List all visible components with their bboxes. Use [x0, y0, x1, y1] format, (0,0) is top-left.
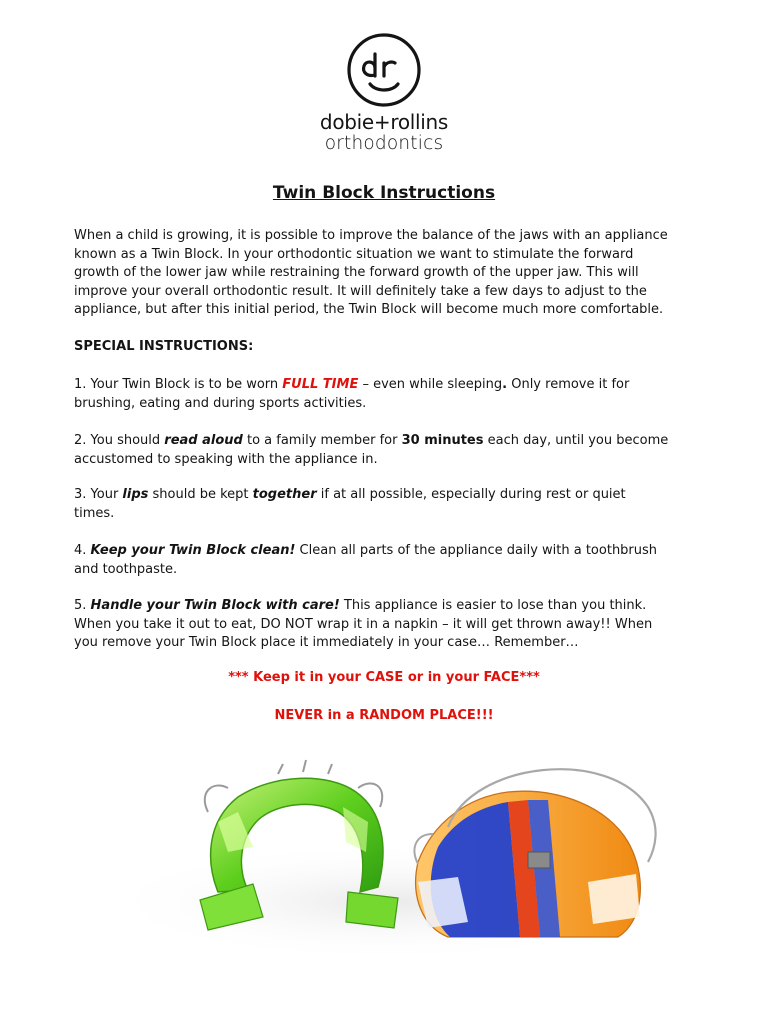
item-text: This appliance is easier to lose than you think.: [339, 598, 647, 613]
practice-logo: [300, 30, 468, 158]
together-emphasis: together: [252, 487, 317, 502]
item-text: 1. Your Twin Block is to be worn: [74, 377, 283, 392]
slogan-case-face: *** Keep it in your CASE or in your FACE***: [228, 670, 540, 685]
item-text: 3. Your: [74, 487, 123, 502]
item-line: and toothpaste.: [74, 561, 178, 577]
dr-monogram-logo-icon: [346, 32, 422, 108]
item-line: brushing, eating and during sports activities.: [74, 395, 367, 411]
item-text: .: [502, 377, 508, 392]
item-text: Only remove it for: [507, 377, 630, 392]
item-line: accustomed to speaking with the appliance in.: [74, 451, 378, 467]
item-text: – even while sleeping: [358, 377, 503, 392]
item-text: Clean all parts of the appliance daily with a toothbrush: [295, 543, 658, 558]
instruction-item-4: [74, 542, 694, 579]
item-line: When you take it out to eat, DO NOT wrap it in a napkin – it will get thrown away!! When: [74, 616, 653, 632]
intro-line: When a child is growing, it is possible to improve the balance of the jaws with an appliance: [74, 228, 668, 243]
instruction-item-3: [74, 486, 694, 523]
item-text: if at all possible, especially during rest or quiet: [316, 487, 626, 502]
instruction-item-5: [74, 597, 694, 653]
item-line: times.: [74, 505, 115, 521]
item-line: you remove your Twin Block place it immediately in your case… Remember…: [74, 635, 579, 651]
intro-line: growth of the lower jaw while restraining the forward growth of the upper jaw. This will: [74, 265, 639, 281]
item-text: 5.: [74, 598, 91, 613]
item-text: to a family member for: [242, 433, 402, 448]
brand-subtitle: orthodontics: [324, 133, 444, 154]
brand-name: dobie+rollins: [319, 110, 449, 134]
lips-emphasis: lips: [122, 487, 149, 502]
full-time-emphasis: FULL TIME: [282, 377, 359, 392]
slogan-random-place: NEVER in a RANDOM PLACE!!!: [274, 708, 494, 723]
twin-block-appliances-photo: [88, 752, 682, 957]
duration-emphasis: 30 minutes: [401, 433, 484, 448]
handle-care-emphasis: Handle your Twin Block with care!: [90, 598, 340, 613]
page-title: Twin Block Instructions: [272, 183, 496, 203]
item-text: each day, until you become: [483, 433, 669, 448]
keep-clean-emphasis: Keep your Twin Block clean!: [90, 543, 296, 558]
intro-paragraph: [74, 227, 694, 320]
item-text: 2. You should: [74, 433, 165, 448]
item-text: should be kept: [148, 487, 253, 502]
special-instructions-heading: SPECIAL INSTRUCTIONS:: [74, 339, 254, 354]
read-aloud-emphasis: read aloud: [164, 433, 243, 448]
instruction-item-2: [74, 432, 694, 469]
instruction-item-1: [74, 376, 694, 413]
item-text: 4.: [74, 543, 91, 558]
intro-line: improve your overall orthodontic result. It will definitely take a few days to adjust to the: [74, 283, 647, 299]
intro-line: known as a Twin Block. In your orthodontic situation we want to stimulate the forward: [74, 246, 634, 262]
intro-line: appliance, but after this initial period, the Twin Block will become much more comfortable.: [74, 302, 664, 318]
